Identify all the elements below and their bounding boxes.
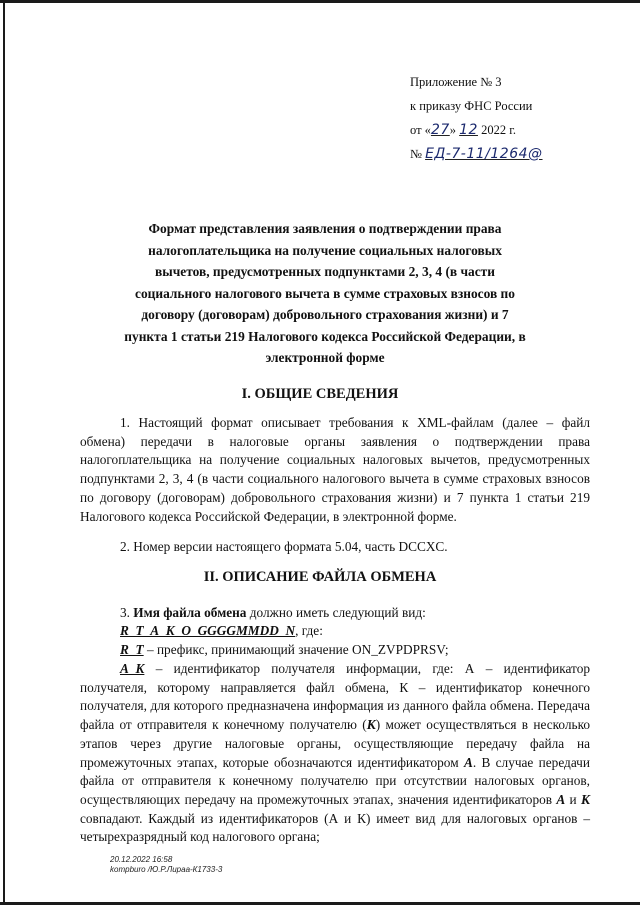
prefix-text: – префикс, принимающий значение ON_ZVPDPRSV; [143,642,449,657]
identifier-k: К [366,717,376,733]
definition-text: – идентификатор получателя информации, где: А – идентификатор получателя, которому направляется файл обмена, К – идентификатор конечного получателя, для которого предназначена информация из данного файла обмена. Передача файла от отправителя к конечному получателю ( [80,661,590,733]
identifier-k: К [580,791,590,807]
paragraph-text: должно иметь следующий вид: [246,605,426,620]
identifier-a: А [556,791,566,807]
section-heading-general: I. ОБЩИЕ СВЕДЕНИЯ [241,386,399,402]
title-line: социального налогового вычета в сумме страховых взносов по [135,285,515,301]
date-month-handwritten: 12 [459,122,478,138]
pattern-tail: , где: [295,623,323,638]
paragraph-1: 1. Настоящий формат описывает требования к XML-файлам (далее – файл обмена) передачи в налоговые органы заявления о подтверждении права налогоплательщика на получение социальных налоговых вычетов, предусмотренных подпунктами 2, 3, 4 (в части социального налогового вычета в сумме страховых взносов по договору (договорам) добровольного страхования жизни) и 7 пункта 1 статьи 219 Налогового кодекса Российской Федерации, в электронной форме. [80,415,590,524]
appendix-title: Приложение № 3 [410,75,502,89]
date-day-handwritten: 27 [430,122,450,138]
date-quote: » [449,123,457,137]
file-name-pattern [80,622,590,641]
print-footer [110,855,222,875]
footer-timestamp: 20.12.2022 16:58 [110,855,173,864]
date-year: 2022 г. [481,123,517,137]
recipient-code: A_K [120,661,145,676]
definition-text: и [565,791,581,807]
section-heading-exchange-file: II. ОПИСАНИЕ ФАЙЛА ОБМЕНА [203,569,437,585]
prefix-definition [80,641,590,660]
paragraph-3 [80,604,590,623]
title-line: Формат представления заявления о подтверждении права [148,221,502,236]
pattern-code: R_T_A_K_O_GGGGMMDD_N [120,623,296,638]
number-prefix: № [410,147,422,161]
term-file-name: Имя файла обмена [133,605,247,620]
definition-text: ) может осуществляться в несколько этапов через другие налоговые органы, осуществляющие передачу файла на промежуточных этапах, которые обозначаются идентификатором [80,717,590,770]
date-prefix: от « [410,123,431,137]
appendix-order: к приказу ФНС России [410,99,533,113]
order-number-handwritten: ЕД-7-11/1264@ [425,146,543,162]
scan-border-top [0,0,640,3]
appendix-date [410,118,625,142]
paragraph-number: 3. [120,605,134,620]
title-line: налогоплательщика на получение социальных налоговых [148,242,502,258]
title-line: электронной форме [265,350,385,365]
definition-text: . В случае передачи файла от отправителя к конечному получателю при отсутствии налоговых органов, осуществляющих передачу на промежуточных этапах, значения идентификаторов [80,754,590,807]
title-line: договору (договорам) добровольного страхования жизни) и 7 [141,307,509,322]
title-line: вычетов, предусмотренных подпунктами 2, 3, 4 (в части [155,264,495,279]
footer-author: kompburo /Ю.Р.Лиpaa-К1733-3 [110,865,223,874]
paragraph-2: 2. Номер версии настоящего формата 5.04, часть DCCXC. [120,539,448,554]
document-title [90,218,560,369]
prefix-code: R_T [120,642,144,657]
definition-text: совпадают. Каждый из идентификаторов (А и К) имеет вид для налоговых органов – четырехразрядный код налогового органа; [80,810,590,845]
identifier-a: А [463,754,473,770]
appendix-number [410,142,625,166]
title-line: пункта 1 статьи 219 Налогового кодекса Российской Федерации, в [124,328,526,344]
appendix-block [410,70,625,166]
recipient-identifier-definition [80,660,590,847]
scan-border-left [3,0,5,905]
